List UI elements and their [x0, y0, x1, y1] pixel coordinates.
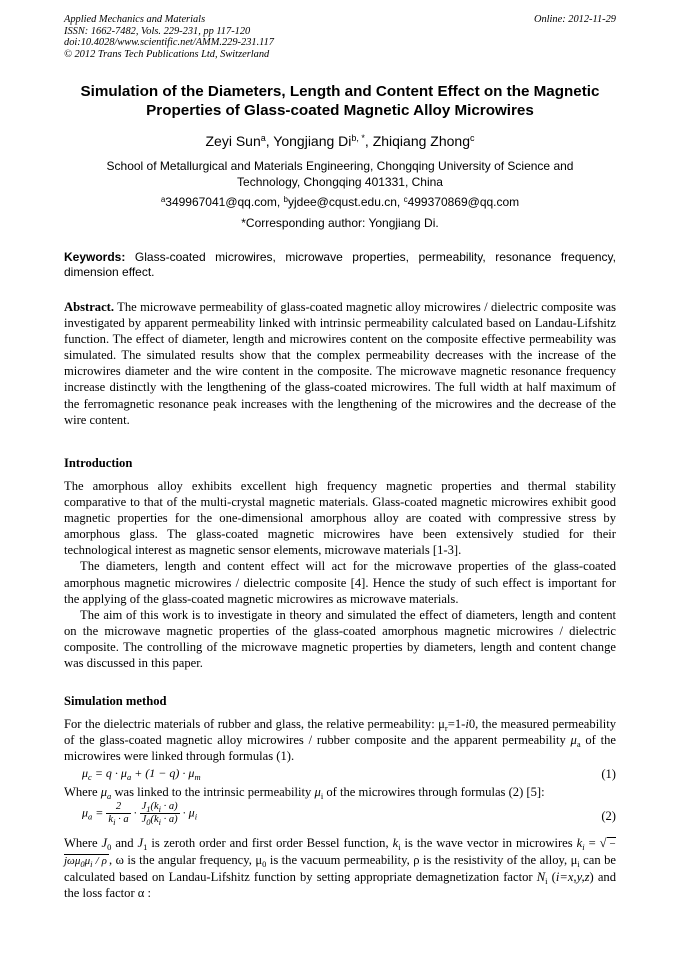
where2-f: is the vacuum permeability, ρ is the resistivity of the alloy, μ: [266, 853, 578, 868]
abstract-label: Abstract.: [64, 300, 115, 314]
abstract-text: The microwave permeability of glass-coated magnetic alloy microwires / dielectric composite was investigated by apparent permeability linked with intrinsic permeability calculated based on Landau-Lifshitz function. The effect of diameter, length and microwires content on the composite effective permeability was simulated. The simulated results show that the complex permeability decreases with the increase of the microwires diameter and the wire content in the composite. The microwave magnetic resonance frequency increase distinctly with the lengthening of the glass-coated microwires. The full width at half maximum of the ferromagnetic resonance peak increases with the lengthening of the microwires and the decrease of the wire content.: [64, 300, 616, 427]
journal-copyright: © 2012 Trans Tech Publications Ltd, Switzerland: [64, 48, 270, 60]
journal-header: [64, 14, 616, 60]
introduction-body: [64, 478, 616, 671]
keywords: [64, 250, 616, 280]
paper-title: [64, 82, 616, 120]
keywords-text: Glass-coated microwires, microwave properties, permeability, resonance frequency, dimension effect.: [64, 250, 616, 279]
email-c-link[interactable]: 499370869@qq.com: [407, 195, 520, 209]
email-b-mark: b: [283, 195, 288, 204]
journal-name: Applied Mechanics and Materials: [64, 14, 206, 25]
email-b-link[interactable]: yjdee@cqust.edu.cn,: [287, 195, 404, 209]
abstract: [64, 299, 616, 428]
author-1-mark: a: [260, 133, 266, 143]
affiliation: [64, 158, 616, 190]
affiliation-line-2: Technology, Chongqing 401331, China: [237, 175, 443, 189]
sim-sub-r: r: [444, 723, 448, 733]
intro-paragraph-1: The amorphous alloy exhibits excellent high frequency magnetic properties and thermal stability comparative to that of the multi-crystal magnetic materials. Glass-coated magnetic microwires exhibit good magnetic properties for the one-dimensional amorphous alloy are coated with compressive stress by amorphous glass. The glass-coated magnetic microwires have been extensively studied for their technological interest as magnetic sensor elements, microwave materials [1-3].: [64, 479, 616, 558]
email-a-link[interactable]: 349967041@qq.com,: [165, 195, 284, 209]
author-emails: [64, 194, 616, 210]
where2-c: is zeroth order and first order Bessel function,: [147, 836, 393, 850]
title-line-2: Properties of Glass-coated Magnetic Alloy Microwires: [146, 102, 534, 119]
where-paragraph-2: Where $J_0$ and $J_1$ is zeroth order and first order Bessel function, $k_i$ is the wave vector in microwires $k_i$ = √ − $j\omega\mu_0\mu_i$ / ρ , ω is the angular frequency, $\mu_0$ is the vacuum permeability, ρ is the resistivity of the alloy, $\mu_i$ can be calculated based on Landau-Lifshitz function by setting appropriate demagnetization factor $N_i$ (i=x,y,z) and the loss factor α :: [64, 836, 617, 901]
journal-issn: ISSN: 1662-7482, Vols. 229-231, pp 117-120: [64, 25, 251, 37]
online-date: Online: 2012-11-29: [533, 14, 616, 25]
affiliation-line-1: School of Metallurgical and Materials Engineering, Chongqing University of Science and: [106, 159, 574, 173]
author-3: , Zhiqiang Zhong: [364, 133, 470, 149]
where2-i: i=x,y,z: [555, 870, 590, 885]
introduction-heading: Introduction: [64, 456, 133, 470]
where2-e: , ω is the angular frequency, μ: [108, 853, 263, 868]
sim-text-1d: of the microwires were linked through formulas (1).: [64, 733, 616, 764]
keywords-label: Keywords:: [64, 250, 126, 264]
sim-mu: μ: [570, 733, 577, 748]
title-line-1: Simulation of the Diameters, Length and Content Effect on the Magnetic: [80, 83, 600, 100]
equation-2-number: (2): [601, 809, 616, 823]
where2-h: (: [547, 870, 556, 885]
author-2: , Yongjiang Di: [265, 133, 352, 149]
where2-j: ) and the loss factor α :: [64, 870, 617, 901]
sim-imag-i: i: [465, 717, 469, 731]
where2-d: is the wave vector in microwires: [400, 836, 577, 850]
sim-text-1: For the dielectric materials of rubber and glass, the relative permeability: μ: [64, 717, 445, 731]
simulation-paragraph: [64, 716, 616, 764]
journal-doi: doi:10.4028/www.scientific.net/AMM.229-231.117: [64, 37, 274, 49]
author-list: [64, 132, 616, 150]
author-2-mark: b, *: [351, 133, 365, 143]
where2-b: and: [111, 836, 138, 850]
equation-1: $\mu_c = q \cdot \mu_a + (1 - q) \cdot \mu_m$: [82, 766, 201, 782]
email-c-mark: c: [403, 195, 408, 204]
where1-a: Where: [64, 785, 101, 799]
where2-a: Where: [64, 836, 102, 850]
sim-mu-sub: a: [576, 739, 581, 750]
sim-text-1c: 0, the measured permeability of the glass-coated magnetic alloy microwires / rubber composite and the apparent permeability: [64, 717, 616, 748]
sim-text-1b: =1-: [447, 717, 466, 731]
where-paragraph-1: Where $\mu_a$ was linked to the intrinsic permeability $\mu_i$ of the microwires through formulas (2) [5]:: [64, 785, 545, 801]
where2-g: can be calculated based on Landau-Lifshitz function by setting appropriate demagnetization factor: [64, 853, 616, 885]
equation-1-number: (1): [601, 767, 616, 781]
where1-b: was linked to the intrinsic permeability: [111, 785, 315, 799]
equation-2: $\mu_a$ = $\frac{2}{k_i \cdot a}$ · $\frac{J_1(k_i \cdot a)}{J_0(k_i \cdot a)}$ · $\mu_i$: [82, 801, 198, 827]
intro-paragraph-2: The diameters, length and content effect will act for the microwave properties of the glass-coated amorphous magnetic microwires / dielectric composite [4]. Hence the study of such effect is important for the applying of the glass-coated magnetic microwires as microwave materials.: [64, 559, 616, 606]
author-3-mark: c: [470, 133, 475, 143]
author-1: Zeyi Sun: [205, 133, 261, 149]
where1-c: of the microwires through formulas (2) [5]:: [323, 785, 545, 799]
intro-paragraph-3: The aim of this work is to investigate in theory and simulated the effect of diameters, length and content on the microwave magnetic properties of the glass-coated amorphous magnetic microwires / dielectric composite. The controlling of the microwave magnetic properties by diameters, length and content change was discussed in this paper.: [64, 607, 616, 671]
corresponding-author: *Corresponding author: Yongjiang Di.: [241, 216, 439, 230]
simulation-heading: Simulation method: [64, 694, 167, 708]
email-a-mark: a: [160, 195, 166, 204]
